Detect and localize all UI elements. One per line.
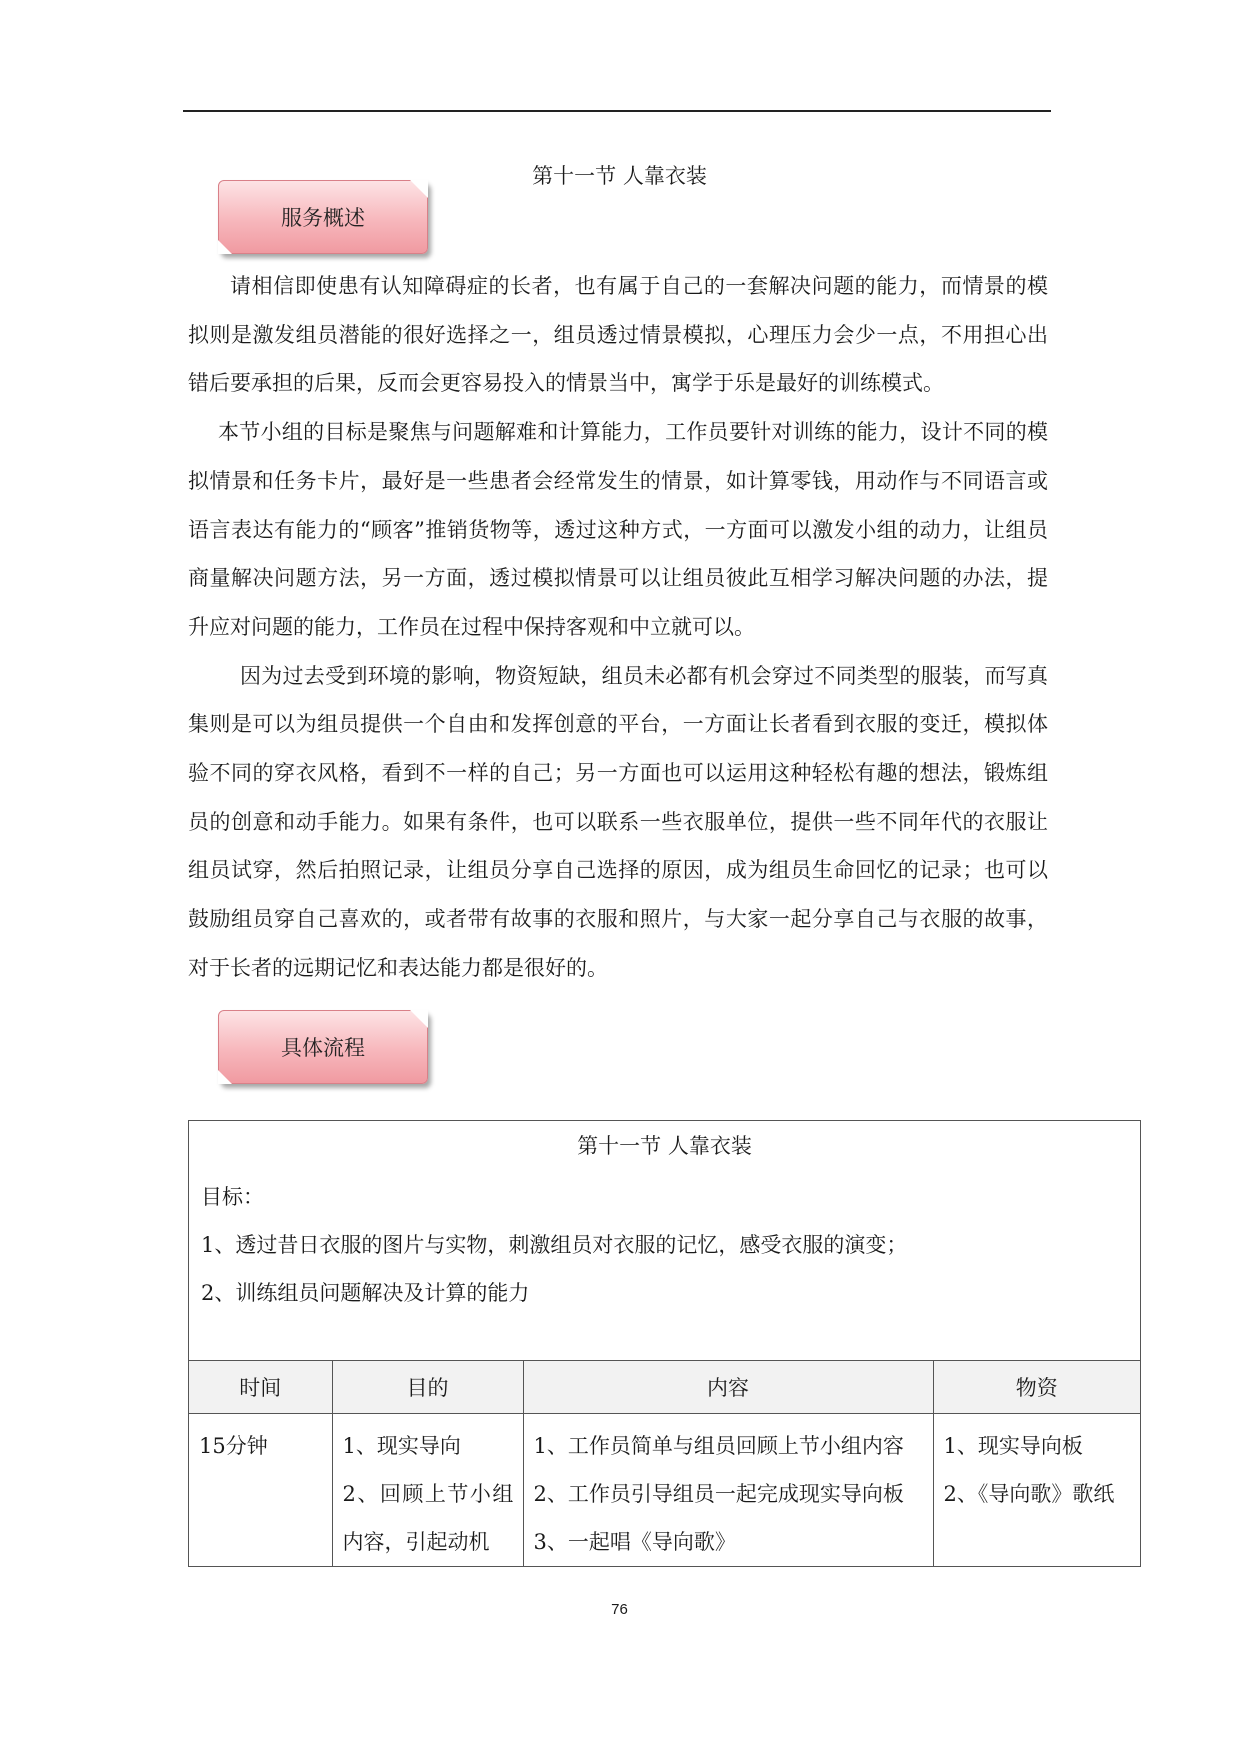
cell-materials xyxy=(933,1414,1140,1567)
materials-line: 2、《导向歌》歌纸 xyxy=(943,1482,1115,1506)
plan-header xyxy=(189,1121,1140,1361)
column-header-time: 时间 xyxy=(189,1361,332,1414)
purpose-line: 内容，引起动机 xyxy=(342,1530,490,1554)
service-overview-tab xyxy=(218,180,428,254)
header-rule xyxy=(183,110,1051,112)
column-header-content: 内容 xyxy=(523,1361,933,1414)
session-plan-table xyxy=(188,1120,1141,1567)
goal-item: 1、透过昔日衣服的图片与实物，刺激组员对衣服的记忆，感受衣服的演变； xyxy=(201,1233,908,1257)
column-header-purpose: 目的 xyxy=(332,1361,523,1414)
column-header-materials: 物资 xyxy=(933,1361,1140,1414)
goal-label: 目标： xyxy=(201,1185,264,1209)
cell-content xyxy=(523,1414,933,1567)
process-label: 具体流程 xyxy=(281,1036,365,1060)
time-value: 15分钟 xyxy=(199,1434,268,1458)
page-number: 76 xyxy=(611,1601,628,1618)
paragraph: 请相信即使患有认知障碍症的长者，也有属于自己的一套解决问题的能力，而情景的模拟则是激发组员潜能的很好选择之一，组员透过情景模拟，心理压力会少一点，不用担心出错后要承担的后果，反而会更容易投入的情景当中，寓学于乐是最好的训练模式。 xyxy=(188,274,1048,396)
purpose-line: 1、现实导向 xyxy=(342,1434,461,1458)
paragraph: 本节小组的目标是聚焦与问题解难和计算能力，工作员要针对训练的能力，设计不同的模拟情景和任务卡片，最好是一些患者会经常发生的情景，如计算零钱，用动作与不同语言或语言表达有能力的“顾客”推销货物等，透过这种方式，一方面可以激发小组的动力，让组员商量解决问题方法，另一方面，透过模拟情景可以让组员彼此互相学习解决问题的办法，提升应对问题的能力，工作员在过程中保持客观和中立就可以。 xyxy=(188,420,1048,639)
cell-time xyxy=(189,1414,332,1567)
cell-purpose xyxy=(332,1414,523,1567)
goal-item: 2、训练组员问题解决及计算的能力 xyxy=(201,1281,530,1305)
paragraph: 因为过去受到环境的影响，物资短缺，组员未必都有机会穿过不同类型的服装，而写真集则是可以为组员提供一个自由和发挥创意的平台，一方面让长者看到衣服的变迁，模拟体验不同的穿衣风格，看到不一样的自己；另一方面也可以运用这种轻松有趣的想法，锻炼组员的创意和动手能力。如果有条件，也可以联系一些衣服单位，提供一些不同年代的衣服让组员试穿，然后拍照记录，让组员分享自己选择的原因，成为组员生命回忆的记录；也可以鼓励组员穿自己喜欢的，或者带有故事的衣服和照片，与大家一起分享自己与衣服的故事，对于长者的远期记忆和表达能力都是很好的。 xyxy=(188,663,1048,980)
materials-line: 1、现实导向板 xyxy=(943,1434,1083,1458)
table-row xyxy=(189,1414,1140,1567)
plan-title: 第十一节 人靠衣装 xyxy=(577,1134,752,1158)
table-header-row xyxy=(189,1361,1140,1414)
content-line: 2、工作员引导组员一起完成现实导向板 xyxy=(533,1482,904,1506)
content-line: 1、工作员简单与组员回顾上节小组内容 xyxy=(533,1434,904,1458)
activity-table xyxy=(189,1361,1140,1566)
process-tab xyxy=(218,1010,428,1084)
section-title: 第十一节 人靠衣装 xyxy=(532,164,707,188)
content-line: 3、一起唱《导向歌》 xyxy=(533,1530,736,1554)
body-text xyxy=(188,262,1048,993)
purpose-line: 2、回顾上节小组 xyxy=(342,1482,515,1506)
service-overview-label: 服务概述 xyxy=(281,206,365,230)
